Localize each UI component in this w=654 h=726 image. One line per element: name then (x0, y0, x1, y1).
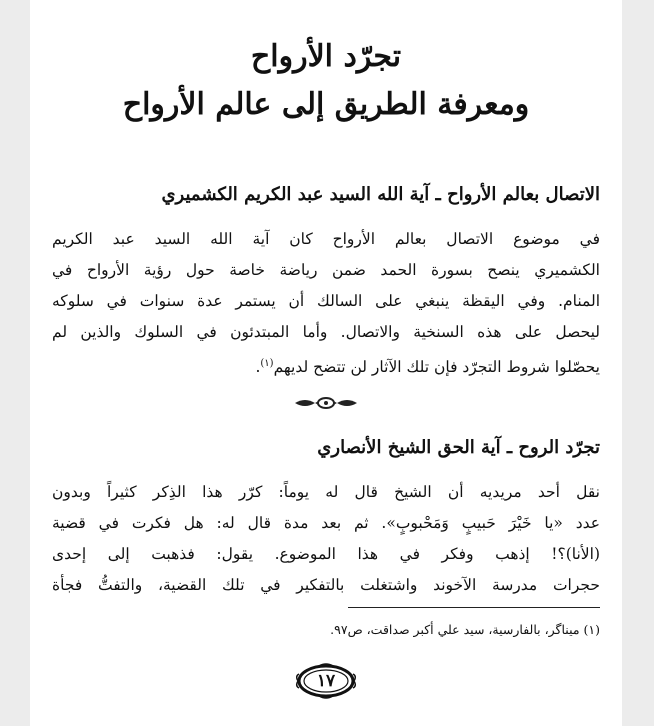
paragraph-line: عدد «يا خَيْرَ حَبيبٍ وَمَحْبوبٍ». ثم بعد مدة قال له: هل فكرت في قضية (52, 514, 600, 532)
page-margin-left (0, 0, 30, 726)
paragraph-line: نقل أحد مريديه أن الشيخ قال له يوماً: كرّر هذا الذِكر كثيراً وبدون (52, 483, 600, 501)
paragraph-line-last: يحصّلوا شروط التجرّد فإن تلك الآثار لن تتضح لديهم$^{(١)}$. (255, 358, 600, 377)
page-title-line-1: تجرّد الأرواح (250, 39, 402, 74)
book-page (30, 0, 622, 726)
footnote-reference[interactable]: (١) (260, 358, 274, 369)
paragraph-line: (الأنا)؟! إذهب وفكر في هذا الموضوع. يقول: فذهبت إلى إحدى (52, 545, 600, 563)
footnote-divider (348, 607, 600, 608)
paragraph-line-text: يحصّلوا شروط التجرّد فإن تلك الآثار لن تتضح لديهم (273, 358, 600, 377)
section-heading-2: تجرّد الروح ـ آية الحق الشيخ الأنصاري (317, 437, 600, 458)
section-heading-1: الاتصال بعالم الأرواح ـ آية الله السيد عبد الكريم الكشميري (161, 184, 600, 205)
paragraph-line: المنام. وفي اليقظة ينبغي على السالك أن يستمر عدة سنوات في سلوكه (52, 292, 600, 310)
section-paragraph-2 (52, 477, 600, 601)
paragraph-line: حجرات مدرسة الآخوند واشتغلت بالتفكير في تلك القضية، والتفتُّ فجأة (52, 576, 600, 594)
page-content (52, 0, 600, 726)
decorative-divider-icon (291, 394, 361, 412)
paragraph-line: الكشميري ينصح بسورة الحمد ضمن رياضة خاصة حول رؤية الأرواح في (52, 261, 600, 279)
page-number-badge (295, 662, 357, 700)
page-title-line-2: ومعرفة الطريق إلى عالم الأرواح (122, 87, 530, 122)
paragraph-line: ليحصل على هذه السنخية والاتصال. وأما المبتدئون في السلوك والذين لم (52, 323, 600, 341)
section-paragraph-1 (52, 224, 600, 379)
page-margin-right (622, 0, 654, 726)
paragraph-line: في موضوع الاتصال بعالم الأرواح كان آية الله السيد عبد الكريم (52, 230, 600, 248)
footnote-text: (١) ميناگر، بالفارسية، سيد علي أكبر صداقت، ص٩٧. (330, 622, 600, 637)
page-number: ١٧ (316, 671, 336, 691)
